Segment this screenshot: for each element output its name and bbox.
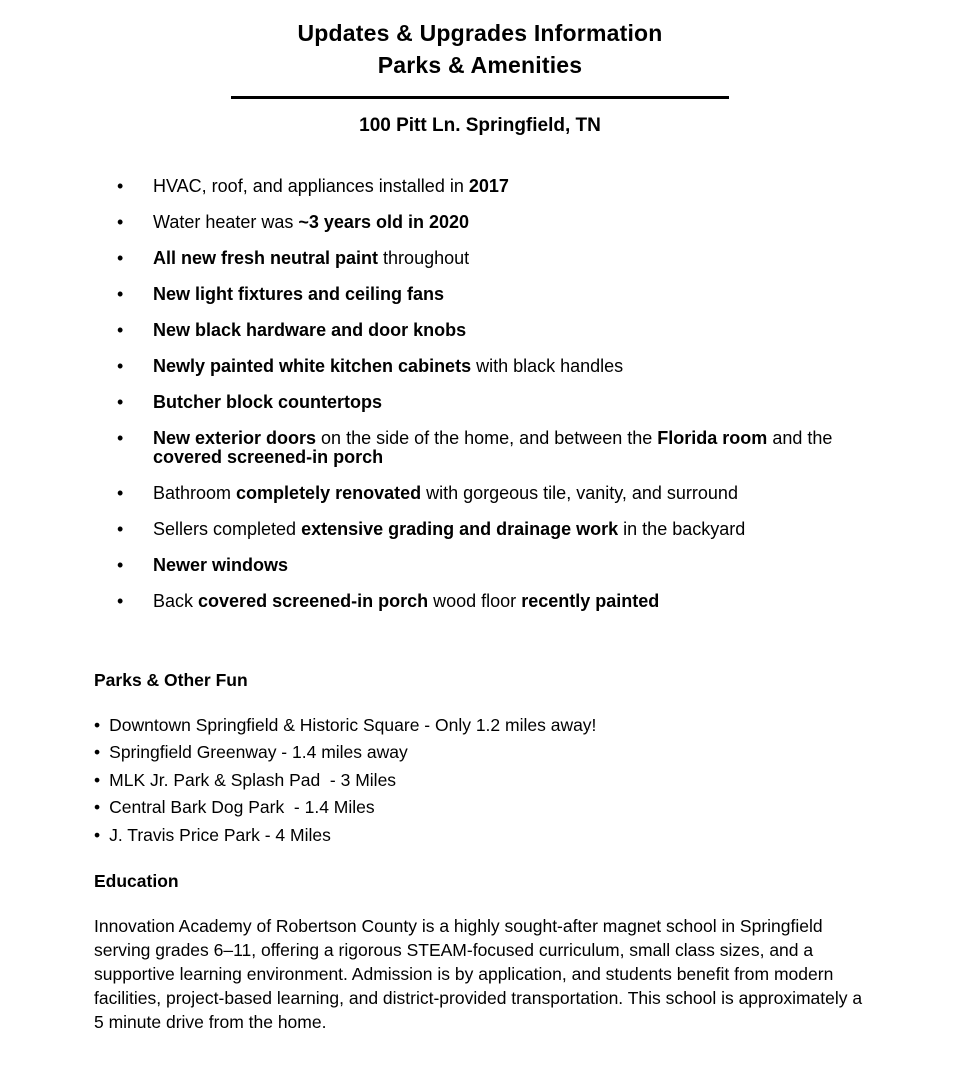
- update-item-text: Back: [153, 591, 199, 611]
- update-item-bold-text: Newer windows: [153, 555, 289, 575]
- update-item-bold-text: recently painted: [521, 591, 660, 611]
- title-line-1: Updates & Upgrades Information: [297, 20, 663, 46]
- update-item-text: with black handles: [471, 356, 624, 376]
- update-item-bold-text: completely renovated: [236, 483, 422, 503]
- park-item: • Downtown Springfield & Historic Square - Only 1.2 miles away!: [94, 712, 874, 739]
- update-item-bold-text: Newly painted white kitchen cabinets: [153, 356, 472, 376]
- update-item-bold-text: New light fixtures and ceiling fans: [153, 284, 445, 304]
- park-item: • Central Bark Dog Park - 1.4 Miles: [94, 794, 874, 821]
- update-item: [115, 393, 843, 412]
- updates-list: [115, 177, 843, 611]
- document-header: [0, 0, 960, 137]
- update-item-text: HVAC, roof, and appliances installed in: [153, 176, 469, 196]
- update-item: [115, 556, 843, 575]
- update-item: [115, 213, 843, 232]
- update-item: [115, 177, 843, 196]
- update-item-bold-text: Florida room: [657, 428, 768, 448]
- update-item-bold-text: covered screened-in porch: [198, 591, 429, 611]
- education-paragraph: Innovation Academy of Robertson County is a highly sought-after magnet school in Springfield serving grades 6–11, offering a rigorous STEAM-focused curriculum, small class sizes, and a supportive learning environment. Admission is by application, and students benefit from modern facilities, project-based learning, and district-provided transportation. This school is approximately a 5 minute drive from the home.: [94, 916, 863, 1033]
- parks-heading: Parks & Other Fun: [94, 670, 248, 690]
- update-item-bold-text: All new fresh neutral paint: [153, 248, 379, 268]
- update-item: [115, 357, 843, 376]
- update-item-text: in the backyard: [618, 519, 746, 539]
- update-item: [115, 429, 843, 467]
- update-item: [115, 484, 843, 503]
- update-item: [115, 249, 843, 268]
- document-title: [0, 17, 960, 81]
- update-item-bold-text: covered screened-in porch: [153, 447, 384, 467]
- park-item: • Springfield Greenway - 1.4 miles away: [94, 739, 874, 766]
- update-item-bold-text: New exterior doors: [153, 428, 317, 448]
- update-item: [115, 285, 843, 304]
- update-item-text: with gorgeous tile, vanity, and surround: [421, 483, 738, 503]
- update-item: [115, 592, 843, 611]
- education-heading: Education: [94, 871, 179, 892]
- update-item-text: throughout: [378, 248, 470, 268]
- update-item-text: Sellers completed: [153, 519, 302, 539]
- update-item-text: Water heater was: [153, 212, 299, 232]
- update-item: [115, 321, 843, 340]
- update-item: [115, 520, 843, 539]
- update-item-text: on the side of the home, and between the: [316, 428, 658, 448]
- parks-list: [94, 712, 874, 849]
- update-item-text: Bathroom: [153, 483, 237, 503]
- update-item-text: and the: [767, 428, 833, 448]
- update-item-bold-text: extensive grading and drainage work: [301, 519, 619, 539]
- update-item-bold-text: 2017: [468, 176, 509, 196]
- update-item-bold-text: New black hardware and door knobs: [153, 320, 467, 340]
- title-line-2: Parks & Amenities: [377, 52, 583, 78]
- address-heading: 100 Pitt Ln. Springfield, TN: [359, 115, 601, 136]
- update-item-text: wood floor: [428, 591, 522, 611]
- park-item: • MLK Jr. Park & Splash Pad - 3 Miles: [94, 767, 874, 794]
- update-item-bold-text: Butcher block countertops: [153, 392, 383, 412]
- divider-line: [231, 96, 729, 99]
- park-item: • J. Travis Price Park - 4 Miles: [94, 822, 874, 849]
- update-item-bold-text: ~3 years old in 2020: [298, 212, 469, 232]
